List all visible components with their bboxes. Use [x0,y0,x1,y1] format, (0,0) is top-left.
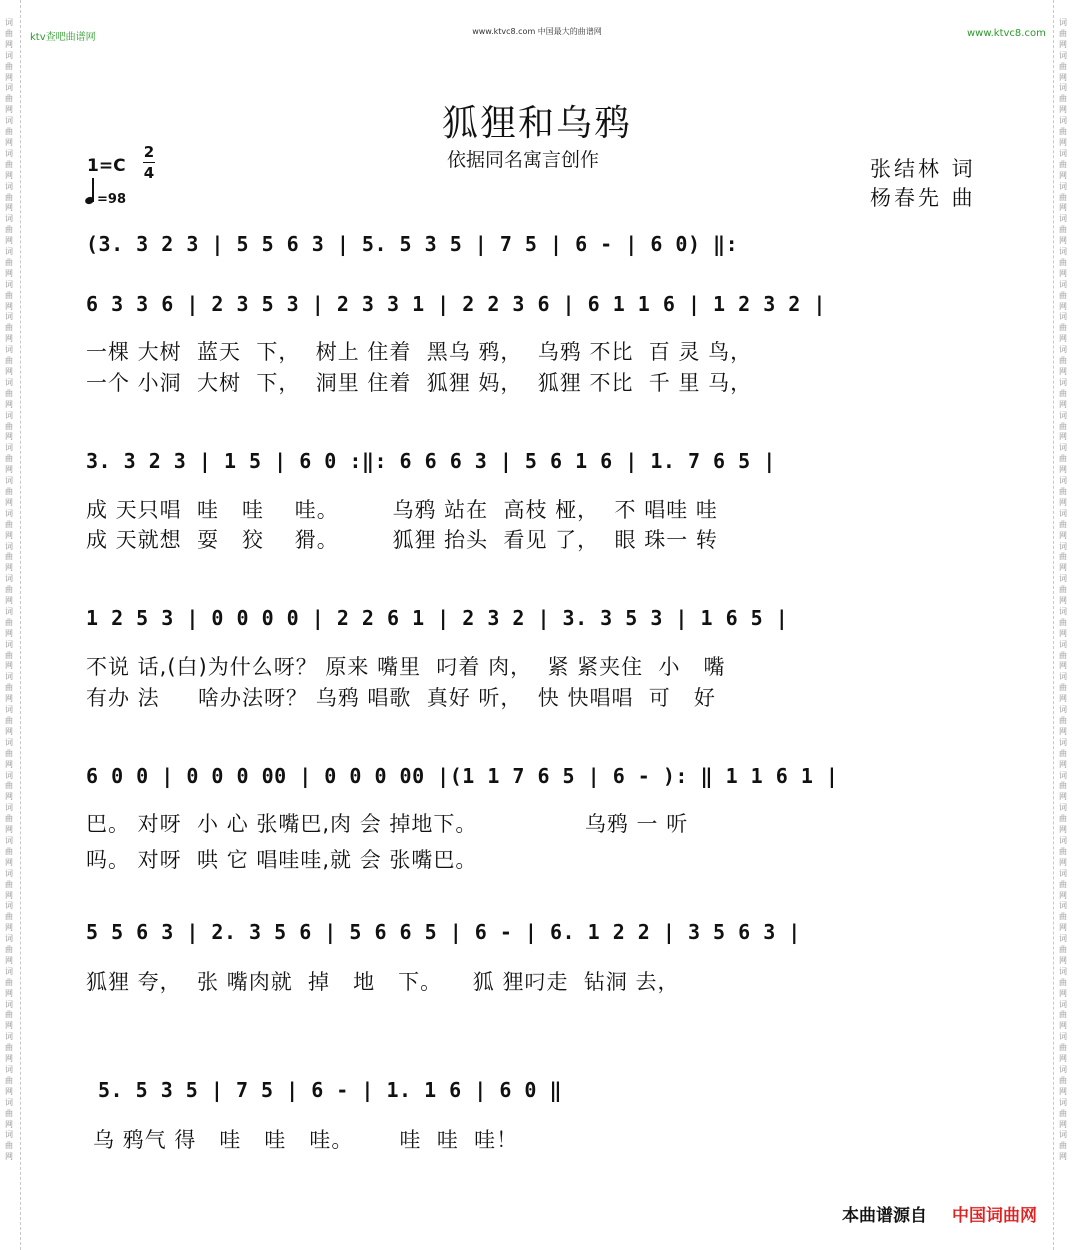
notation-line-intro: (3. 3 2 3 | 5 5 6 3 | 5. 5 3 5 | 7 5 | 6 - | 6 0) ‖: [86,232,739,256]
lyricist-credit: 张结林 词 [870,157,976,181]
header-left-link[interactable]: ktv查吧曲谱网 [30,32,96,43]
lyric-line-4-verse-2: 吗。 对呀 哄 它 唱哇哇,就 会 张嘴巴。 [86,848,478,872]
notation-line-1: 6 3 3 6 | 2 3 5 3 | 2 3 3 1 | 2 2 3 6 | 6 1 1 6 | 1 2 3 2 | [86,292,826,316]
tempo-marking: =98 [97,192,126,207]
header-center-text: www.ktvc8.com 中国最大的曲谱网 [472,27,602,36]
notation-line-2: 3. 3 2 3 | 1 5 | 6 0 :‖: 6 6 6 3 | 5 6 1 6 | 1. 7 6 5 | [86,449,776,473]
side-watermark-text: 词曲网词曲网词曲网词曲网词曲网词曲网词曲网词曲网词曲网词曲网词曲网词曲网词曲网词曲网词曲网词曲网词曲网词曲网词曲网词曲网词曲网词曲网词曲网词曲网词曲网词曲网词曲网词曲网词曲网词曲网词曲网词曲网词曲网词曲网词曲网 [5,18,13,1162]
time-signature [143,145,155,180]
composer-credit: 杨春先 曲 [870,186,976,210]
tempo-note-head [84,196,95,206]
lyric-line-6-verse-1: 乌 鸦气 得 哇 哇 哇。 哇 哇 哇！ [93,1128,519,1152]
lyric-line-3-verse-2: 有办 法 啥办法呀？ 乌鸦 唱歌 真好 听， 快 快唱唱 可 好 [86,686,716,710]
footer-site-link[interactable]: 中国词曲网 [952,1206,1037,1226]
time-top: 2 [143,143,155,161]
lyric-line-4-verse-1: 巴。 对呀 小 心 张嘴巴,肉 会 掉地下。 乌鸦 一 听 [86,812,689,836]
notation-line-6: 5. 5 3 5 | 7 5 | 6 - | 1. 1 6 | 6 0 ‖ [98,1078,563,1102]
right-watermark-strip [1053,0,1074,1250]
lyric-line-3-verse-1: 不说 话,(白)为什么呀？ 原来 嘴里 叼着 肉， 紧 紧夹住 小 嘴 [86,655,726,679]
lyric-line-1-verse-2: 一个 小洞 大树 下， 洞里 住着 狐狸 妈， 狐狸 不比 千 里 马， [86,371,753,395]
time-bar [143,162,155,163]
time-bottom: 4 [143,164,155,182]
footer-source-label: 本曲谱源自 [842,1206,927,1226]
side-watermark-text: 词曲网词曲网词曲网词曲网词曲网词曲网词曲网词曲网词曲网词曲网词曲网词曲网词曲网词曲网词曲网词曲网词曲网词曲网词曲网词曲网词曲网词曲网词曲网词曲网词曲网词曲网词曲网词曲网词曲网词曲网词曲网词曲网词曲网词曲网词曲网 [1059,18,1067,1162]
song-title: 狐狸和乌鸦 [441,103,632,144]
notation-line-4: 6 0 0 | 0 0 0 00 | 0 0 0 00 |(1 1 7 6 5 | 6 - ): ‖ 1 1 6 1 | [86,764,839,788]
header-right-link[interactable]: www.ktvc8.com [967,28,1046,39]
left-watermark-strip [0,0,21,1250]
lyric-line-2-verse-2: 成 天就想 耍 狡 猾。 狐狸 抬头 看见 了， 眼 珠一 转 [86,528,718,552]
key-signature: 1=C [87,156,126,176]
song-subtitle: 依据同名寓言创作 [447,149,600,171]
notation-line-5: 5 5 6 3 | 2. 3 5 6 | 5 6 6 5 | 6 - | 6. 1 2 2 | 3 5 6 3 | [86,920,801,944]
lyric-line-5-verse-1: 狐狸 夸， 张 嘴肉就 掉 地 下。 狐 狸叼走 钻洞 去， [86,970,680,994]
lyric-line-1-verse-1: 一棵 大树 蓝天 下， 树上 住着 黑乌 鸦， 乌鸦 不比 百 灵 鸟， [86,340,753,364]
lyric-line-2-verse-1: 成 天只唱 哇 哇 哇。 乌鸦 站在 高枝 桠， 不 唱哇 哇 [86,498,718,522]
notation-line-3: 1 2 5 3 | 0 0 0 0 | 2 2 6 1 | 2 3 2 | 3. 3 5 3 | 1 6 5 | [86,606,789,630]
